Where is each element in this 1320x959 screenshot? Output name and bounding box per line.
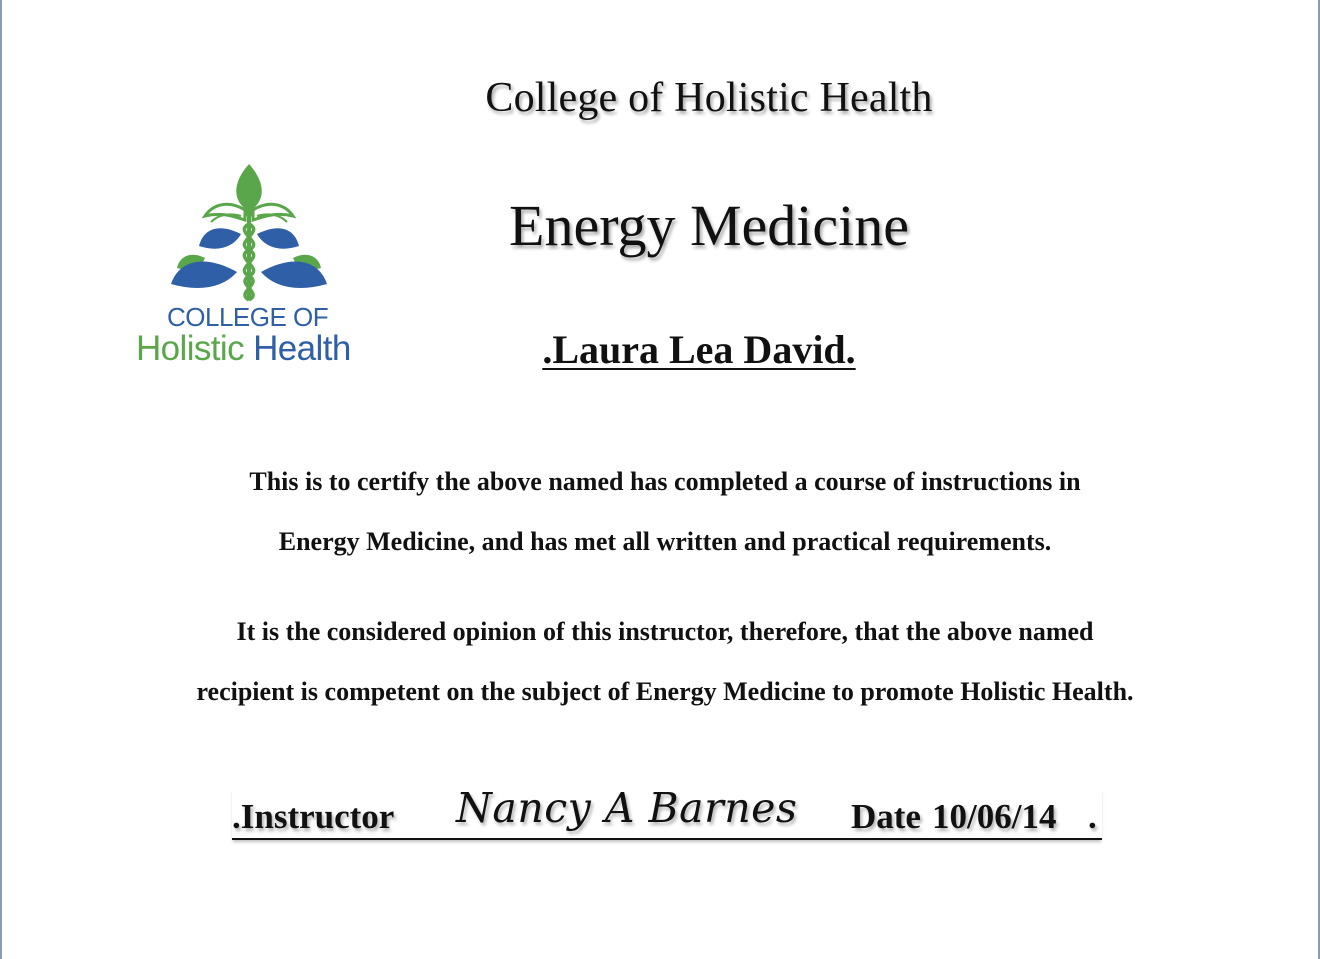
recipient-name-block — [0, 326, 1320, 373]
signature-line — [232, 784, 1102, 840]
opinion-line-1: It is the considered opinion of this instructor, therefore, that the above named — [236, 617, 1094, 646]
college-title: College of Holistic Health — [485, 75, 933, 121]
certification-line-1: This is to certify the above named has completed a course of instructions in — [249, 467, 1081, 496]
logo-text-college-of: COLLEGE OF — [167, 302, 329, 332]
instructor-signature: Nancy A Barnes — [456, 784, 798, 832]
recipient-name: .Laura Lea David. — [542, 327, 856, 372]
certification-paragraph — [0, 452, 1320, 572]
logo-word-health: Health — [253, 329, 351, 368]
date-value: 10/06/14 — [932, 797, 1057, 836]
instructor-label: .Instructor — [232, 797, 395, 836]
certification-line-2: Energy Medicine, and has met all written and practical requirements. — [278, 527, 1052, 556]
course-title: Energy Medicine — [509, 193, 909, 258]
logo-word-holistic: Holistic — [136, 329, 244, 368]
opinion-paragraph — [0, 602, 1320, 722]
signature-trailing-period: . — [1088, 797, 1097, 836]
opinion-line-2: recipient is competent on the subject of Energy Medicine to promote Holistic Health. — [196, 677, 1134, 706]
date-label: Date — [851, 797, 921, 836]
